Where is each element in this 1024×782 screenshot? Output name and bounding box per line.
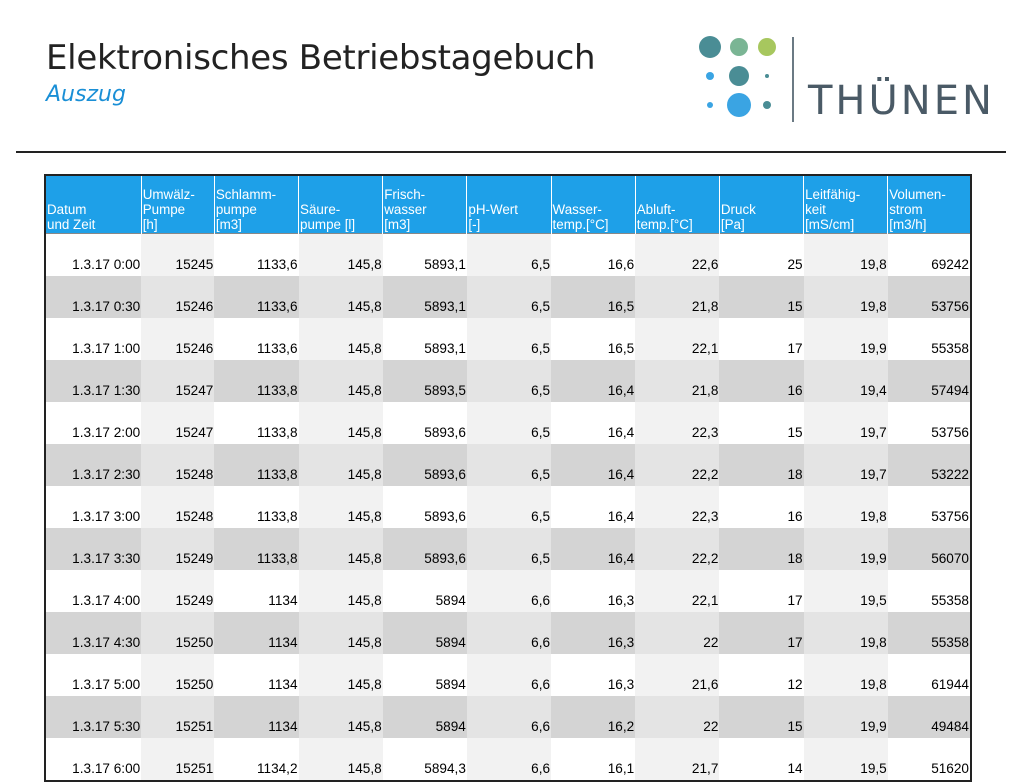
logo-dot [763, 101, 771, 109]
table-cell: 16 [719, 360, 803, 402]
column-header-line: [m3/h] [889, 217, 927, 232]
table-cell: 17 [719, 570, 803, 612]
table-cell: 6,5 [467, 444, 551, 486]
table-row [45, 402, 971, 444]
table-cell: 5893,5 [383, 360, 467, 402]
logo-dot [729, 66, 749, 86]
table-cell: 6,6 [467, 612, 551, 654]
column-header [141, 175, 214, 234]
table-cell: 21,8 [635, 360, 719, 402]
table-cell: 15 [719, 276, 803, 318]
table-cell: 16,5 [551, 276, 635, 318]
table-cell: 19,8 [804, 654, 888, 696]
table-cell: 1133,6 [214, 276, 298, 318]
table-cell: 16,3 [551, 654, 635, 696]
column-header [719, 175, 803, 234]
table-row [45, 486, 971, 528]
column-header-line: [m3] [215, 217, 242, 232]
table-cell: 19,7 [804, 444, 888, 486]
table-cell: 51620 [888, 738, 971, 781]
table-cell: 1134 [214, 612, 298, 654]
logo-dot [758, 38, 776, 56]
table-cell: 15251 [141, 738, 214, 781]
table-cell: 55358 [888, 570, 971, 612]
table-cell: 53756 [888, 402, 971, 444]
table-cell: 55358 [888, 318, 971, 360]
table-cell: 22,6 [635, 234, 719, 277]
column-header-line: und Zeit [47, 217, 96, 232]
column-header [804, 175, 888, 234]
table-cell: 1133,6 [214, 318, 298, 360]
table-cell: 22,2 [635, 444, 719, 486]
table-cell: 5894,3 [383, 738, 467, 781]
table-cell: 19,9 [804, 696, 888, 738]
table-cell: 55358 [888, 612, 971, 654]
table-cell: 22 [635, 612, 719, 654]
column-header [467, 175, 551, 234]
column-header-line: [m3] [384, 217, 411, 232]
table-cell: 5893,1 [383, 318, 467, 360]
table-cell: 1.3.17 6:00 [45, 738, 141, 781]
table-row [45, 360, 971, 402]
table-header [45, 175, 971, 234]
column-header-line: Umwälz- [142, 187, 195, 202]
table-cell: 5893,6 [383, 402, 467, 444]
column-header-line: temp.[°C] [636, 217, 693, 232]
table-cell: 15246 [141, 318, 214, 360]
column-header-line: [mS/cm] [805, 217, 855, 232]
table-cell: 5894 [383, 654, 467, 696]
column-header [383, 175, 467, 234]
logo-dot [707, 102, 713, 108]
column-header-line: Abluft- [636, 202, 676, 217]
column-header-line: Datum [47, 202, 87, 217]
table-cell: 14 [719, 738, 803, 781]
table-cell: 16,3 [551, 612, 635, 654]
table-cell: 1134 [214, 570, 298, 612]
column-header-line: Druck [720, 202, 756, 217]
table-cell: 145,8 [299, 612, 383, 654]
table-cell: 145,8 [299, 528, 383, 570]
table-cell: 15251 [141, 696, 214, 738]
column-header [551, 175, 635, 234]
table-cell: 5893,6 [383, 528, 467, 570]
table-cell: 18 [719, 444, 803, 486]
column-header-line: Volumen- [889, 187, 946, 202]
column-header-line: wasser [384, 202, 427, 217]
column-header-line: Pumpe [142, 202, 186, 217]
table-cell: 145,8 [299, 654, 383, 696]
table-cell: 16,4 [551, 486, 635, 528]
table-cell: 49484 [888, 696, 971, 738]
table-cell: 15247 [141, 360, 214, 402]
table-cell: 145,8 [299, 486, 383, 528]
table-cell: 22,1 [635, 318, 719, 360]
table-cell: 1.3.17 4:00 [45, 570, 141, 612]
column-header [214, 175, 298, 234]
logo-dot [765, 74, 769, 78]
table-cell: 6,5 [467, 402, 551, 444]
table-row [45, 318, 971, 360]
table-cell: 16,2 [551, 696, 635, 738]
table-cell: 19,4 [804, 360, 888, 402]
table-cell: 1134 [214, 654, 298, 696]
table-row [45, 234, 971, 277]
table-cell: 22,3 [635, 486, 719, 528]
column-header-line: Säure- [300, 202, 341, 217]
logo-dot [706, 72, 714, 80]
table-cell: 15250 [141, 612, 214, 654]
table-row [45, 696, 971, 738]
table-cell: 19,8 [804, 486, 888, 528]
table-cell: 5894 [383, 612, 467, 654]
logo-dot [730, 38, 748, 56]
logo-dot [727, 93, 751, 117]
column-header-line: Wasser- [552, 202, 602, 217]
table-cell: 15246 [141, 276, 214, 318]
table-cell: 5894 [383, 696, 467, 738]
header-row [45, 175, 971, 234]
table-cell: 145,8 [299, 402, 383, 444]
table-cell: 1.3.17 5:30 [45, 696, 141, 738]
column-header-line: Frisch- [384, 187, 426, 202]
table-cell: 53222 [888, 444, 971, 486]
column-header-line: pH-Wert [468, 202, 518, 217]
table-cell: 25 [719, 234, 803, 277]
column-header-line: pumpe [l] [300, 217, 356, 232]
table-cell: 1.3.17 3:30 [45, 528, 141, 570]
table-cell: 15249 [141, 570, 214, 612]
column-header [45, 175, 141, 234]
logo-dot [699, 36, 721, 58]
table-body [45, 234, 971, 782]
table-cell: 145,8 [299, 444, 383, 486]
table-cell: 53756 [888, 276, 971, 318]
table-cell: 16,4 [551, 528, 635, 570]
column-header-line: Schlamm- [215, 187, 277, 202]
column-header-line: temp.[°C] [552, 217, 609, 232]
table-cell: 16,4 [551, 444, 635, 486]
table-row [45, 444, 971, 486]
operations-log-table [44, 174, 972, 782]
table-cell: 5893,1 [383, 234, 467, 277]
column-header-line: Leitfähig- [805, 187, 861, 202]
table-cell: 1133,8 [214, 360, 298, 402]
column-header [635, 175, 719, 234]
table-cell: 5893,6 [383, 486, 467, 528]
table-cell: 15248 [141, 444, 214, 486]
table-cell: 22,2 [635, 528, 719, 570]
column-header-line: [Pa] [720, 217, 745, 232]
table-cell: 6,5 [467, 360, 551, 402]
column-header-line: [h] [142, 217, 158, 232]
page-subtitle: Auszug [46, 82, 126, 107]
table-cell: 6,5 [467, 318, 551, 360]
table-cell: 1133,8 [214, 528, 298, 570]
table-row [45, 654, 971, 696]
table-cell: 1.3.17 2:00 [45, 402, 141, 444]
column-header-line: pumpe [215, 202, 257, 217]
table-row [45, 276, 971, 318]
logo-divider [792, 37, 794, 122]
table-cell: 15249 [141, 528, 214, 570]
table-cell: 6,6 [467, 570, 551, 612]
table-cell: 1133,8 [214, 402, 298, 444]
column-header [888, 175, 971, 234]
table-cell: 15247 [141, 402, 214, 444]
table-cell: 22,3 [635, 402, 719, 444]
table-cell: 16,5 [551, 318, 635, 360]
table-cell: 145,8 [299, 234, 383, 277]
table-cell: 1.3.17 0:00 [45, 234, 141, 277]
table-row [45, 570, 971, 612]
table-cell: 145,8 [299, 360, 383, 402]
page-title: Elektronisches Betriebstagebuch [46, 38, 596, 78]
table-cell: 19,8 [804, 612, 888, 654]
table-cell: 53756 [888, 486, 971, 528]
table-cell: 15 [719, 696, 803, 738]
table-cell: 57494 [888, 360, 971, 402]
table-cell: 16,3 [551, 570, 635, 612]
table-cell: 145,8 [299, 696, 383, 738]
table-cell: 16 [719, 486, 803, 528]
table-cell: 17 [719, 318, 803, 360]
table-cell: 61944 [888, 654, 971, 696]
table-cell: 145,8 [299, 318, 383, 360]
table-cell: 1.3.17 0:30 [45, 276, 141, 318]
table-cell: 19,7 [804, 402, 888, 444]
table-cell: 15248 [141, 486, 214, 528]
table-cell: 16,4 [551, 402, 635, 444]
table-cell: 1.3.17 3:00 [45, 486, 141, 528]
table-cell: 6,5 [467, 276, 551, 318]
table-cell: 6,5 [467, 234, 551, 277]
table-cell: 1133,8 [214, 486, 298, 528]
table-cell: 6,5 [467, 486, 551, 528]
table-cell: 19,8 [804, 276, 888, 318]
table-cell: 21,8 [635, 276, 719, 318]
table-cell: 1.3.17 1:30 [45, 360, 141, 402]
table-cell: 22 [635, 696, 719, 738]
table-cell: 22,1 [635, 570, 719, 612]
table-cell: 19,9 [804, 318, 888, 360]
table-cell: 19,5 [804, 738, 888, 781]
table-cell: 145,8 [299, 570, 383, 612]
table-cell: 5893,6 [383, 444, 467, 486]
table-cell: 5894 [383, 570, 467, 612]
table-row [45, 738, 971, 781]
column-header [299, 175, 383, 234]
column-header-line: strom [889, 202, 923, 217]
table-cell: 56070 [888, 528, 971, 570]
table-cell: 19,8 [804, 234, 888, 277]
table-cell: 5893,1 [383, 276, 467, 318]
table-cell: 16,1 [551, 738, 635, 781]
table-cell: 1.3.17 4:30 [45, 612, 141, 654]
table-cell: 1134,2 [214, 738, 298, 781]
table-cell: 21,6 [635, 654, 719, 696]
logo-wordmark: THÜNEN [808, 78, 995, 124]
table-cell: 15 [719, 402, 803, 444]
table-cell: 15250 [141, 654, 214, 696]
table-cell: 69242 [888, 234, 971, 277]
table-cell: 6,6 [467, 654, 551, 696]
table-cell: 15245 [141, 234, 214, 277]
table-cell: 6,6 [467, 696, 551, 738]
table-cell: 6,5 [467, 528, 551, 570]
table-cell: 16,6 [551, 234, 635, 277]
table-cell: 145,8 [299, 276, 383, 318]
header-divider [16, 151, 1006, 153]
table-cell: 19,5 [804, 570, 888, 612]
table-cell: 17 [719, 612, 803, 654]
table-cell: 12 [719, 654, 803, 696]
table-cell: 1.3.17 1:00 [45, 318, 141, 360]
table-cell: 21,7 [635, 738, 719, 781]
table-cell: 16,4 [551, 360, 635, 402]
column-header-line: [-] [468, 217, 481, 232]
column-header-line: keit [805, 202, 826, 217]
table-cell: 1.3.17 5:00 [45, 654, 141, 696]
table-row [45, 612, 971, 654]
table-cell: 19,9 [804, 528, 888, 570]
table-row [45, 528, 971, 570]
table-cell: 1133,8 [214, 444, 298, 486]
table-cell: 6,6 [467, 738, 551, 781]
table-cell: 145,8 [299, 738, 383, 781]
table-cell: 1133,6 [214, 234, 298, 277]
table-cell: 1134 [214, 696, 298, 738]
table-cell: 1.3.17 2:30 [45, 444, 141, 486]
table-cell: 18 [719, 528, 803, 570]
